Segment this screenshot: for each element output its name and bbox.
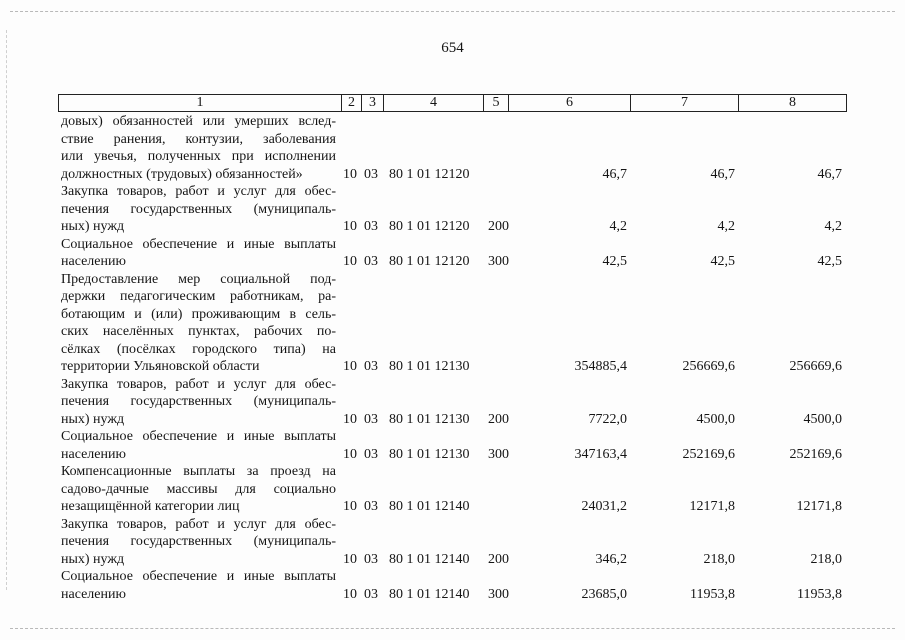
amount-col-7: 12171,8 — [689, 499, 735, 514]
subsection-code: 03 — [364, 219, 378, 234]
subsection-code: 03 — [364, 446, 378, 462]
amount-col-8: 11953,8 — [797, 586, 842, 602]
amount-col-7: 218,0 — [703, 551, 735, 567]
amount-col-7: 11953,8 — [690, 586, 735, 602]
target-article-code: 80 1 01 12140 — [389, 551, 470, 567]
description-line: Предоставление мер социальной под- — [61, 271, 336, 287]
description-line: довых) обязанностей или умерших вслед- — [61, 114, 336, 129]
table-row — [0, 236, 905, 271]
description-line: населению — [61, 586, 126, 602]
amount-col-8: 4,2 — [824, 219, 842, 234]
description-line: держки педагогическим работникам, ра- — [61, 289, 336, 304]
subsection-code: 03 — [364, 586, 378, 602]
amount-col-6: 7722,0 — [588, 411, 627, 427]
amount-col-7: 42,5 — [710, 254, 735, 269]
row-description — [61, 113, 336, 183]
amount-col-8: 42,5 — [817, 254, 842, 269]
header-col-2: 2 — [342, 95, 362, 111]
amount-col-6: 42,5 — [602, 254, 627, 269]
description-line: ботающим и (или) проживающим в сель- — [61, 306, 336, 322]
description-line: ских населённых пунктах, рабочих по- — [61, 324, 336, 339]
target-article-code: 80 1 01 12130 — [389, 359, 470, 374]
description-line: сёлках (посёлках городского типа) на — [61, 341, 336, 357]
description-line: Социальное обеспечение и иные выплаты — [61, 429, 336, 444]
header-col-5: 5 — [484, 95, 509, 111]
section-code: 10 — [343, 551, 357, 567]
amount-col-7: 256669,6 — [682, 359, 735, 374]
section-code: 10 — [343, 359, 357, 374]
header-col-4: 4 — [384, 95, 484, 111]
target-article-code: 80 1 01 12130 — [389, 411, 470, 427]
expense-type-code: 200 — [488, 219, 509, 234]
target-article-code: 80 1 01 12120 — [389, 166, 470, 182]
amount-col-8: 12171,8 — [796, 499, 842, 514]
section-code: 10 — [343, 586, 357, 602]
row-description — [61, 376, 336, 429]
amount-col-6: 4,2 — [609, 219, 627, 234]
row-description — [61, 271, 336, 376]
section-code: 10 — [343, 254, 357, 269]
row-description — [61, 428, 336, 463]
header-col-6: 6 — [509, 95, 631, 111]
row-description — [61, 516, 336, 569]
row-description — [61, 236, 336, 271]
table-row — [0, 568, 905, 603]
subsection-code: 03 — [364, 166, 378, 182]
description-line: садово-дачные массивы для социально — [61, 481, 336, 497]
subsection-code: 03 — [364, 499, 378, 514]
target-article-code: 80 1 01 12120 — [389, 219, 470, 234]
amount-col-7: 4,2 — [717, 219, 735, 234]
row-description — [61, 568, 336, 603]
header-col-8: 8 — [789, 95, 796, 110]
amount-col-6: 354885,4 — [574, 359, 627, 374]
amount-col-6: 346,2 — [595, 551, 627, 567]
section-code: 10 — [343, 411, 357, 427]
description-line: Социальное обеспечение и иные выплаты — [61, 236, 336, 252]
description-line: ствие ранения, контузии, заболевания — [61, 131, 336, 147]
row-description — [61, 463, 336, 516]
description-line: населению — [61, 446, 126, 462]
amount-col-8: 4500,0 — [803, 411, 842, 427]
target-article-code: 80 1 01 12130 — [389, 446, 470, 462]
scan-edge-top — [10, 11, 895, 12]
amount-col-6: 347163,4 — [574, 446, 627, 462]
amount-col-7: 46,7 — [710, 166, 735, 182]
row-description — [61, 183, 336, 236]
amount-col-7: 252169,6 — [682, 446, 735, 462]
description-line: печения государственных (муниципаль- — [61, 201, 336, 217]
description-line: Закупка товаров, работ и услуг для обес- — [61, 184, 336, 199]
amount-col-6: 46,7 — [602, 166, 627, 182]
scan-edge-bottom — [10, 628, 895, 629]
description-line: должностных (трудовых) обязанностей» — [61, 166, 303, 182]
section-code: 10 — [343, 166, 357, 182]
amount-col-8: 256669,6 — [789, 359, 842, 374]
amount-col-8: 46,7 — [817, 166, 842, 182]
section-code: 10 — [343, 499, 357, 514]
subsection-code: 03 — [364, 359, 378, 374]
amount-col-7: 4500,0 — [696, 411, 735, 427]
description-line: или увечья, полученных при исполнении — [61, 149, 336, 164]
target-article-code: 80 1 01 12140 — [389, 586, 470, 602]
table-row — [0, 516, 905, 569]
expense-type-code: 200 — [488, 411, 509, 427]
description-line: печения государственных (муниципаль- — [61, 534, 336, 549]
description-line: ных) нужд — [61, 551, 125, 567]
subsection-code: 03 — [364, 411, 378, 427]
amount-col-6: 24031,2 — [581, 499, 627, 514]
subsection-code: 03 — [364, 551, 378, 567]
description-line: ных) нужд — [61, 411, 125, 427]
amount-col-6: 23685,0 — [581, 586, 627, 602]
expense-type-code: 300 — [488, 254, 509, 269]
description-line: Социальное обеспечение и иные выплаты — [61, 569, 336, 584]
description-line: печения государственных (муниципаль- — [61, 394, 336, 409]
expense-type-code: 200 — [488, 551, 509, 567]
amount-col-8: 218,0 — [810, 551, 842, 567]
target-article-code: 80 1 01 12120 — [389, 254, 470, 269]
expense-type-code: 300 — [488, 586, 509, 602]
page-number: 654 — [441, 40, 464, 56]
table-row — [0, 183, 905, 236]
header-col-3: 3 — [362, 95, 384, 111]
header-col-1: 1 — [59, 95, 342, 111]
subsection-code: 03 — [364, 254, 378, 269]
description-line: Закупка товаров, работ и услуг для обес- — [61, 516, 336, 532]
section-code: 10 — [343, 446, 357, 462]
table-row — [0, 376, 905, 429]
table-row — [0, 113, 905, 183]
description-line: незащищённой категории лиц — [61, 499, 240, 514]
expense-type-code: 300 — [488, 446, 509, 462]
section-code: 10 — [343, 219, 357, 234]
header-col-7: 7 — [631, 95, 739, 111]
table-row — [0, 463, 905, 516]
target-article-code: 80 1 01 12140 — [389, 499, 470, 514]
description-line: Компенсационные выплаты за проезд на — [61, 464, 336, 479]
description-line: территории Ульяновской области — [61, 359, 260, 374]
table-row — [0, 271, 905, 376]
description-line: Закупка товаров, работ и услуг для обес- — [61, 376, 336, 392]
table-header — [58, 94, 847, 112]
amount-col-8: 252169,6 — [789, 446, 842, 462]
table-row — [0, 428, 905, 463]
description-line: населению — [61, 254, 126, 269]
description-line: ных) нужд — [61, 219, 125, 234]
